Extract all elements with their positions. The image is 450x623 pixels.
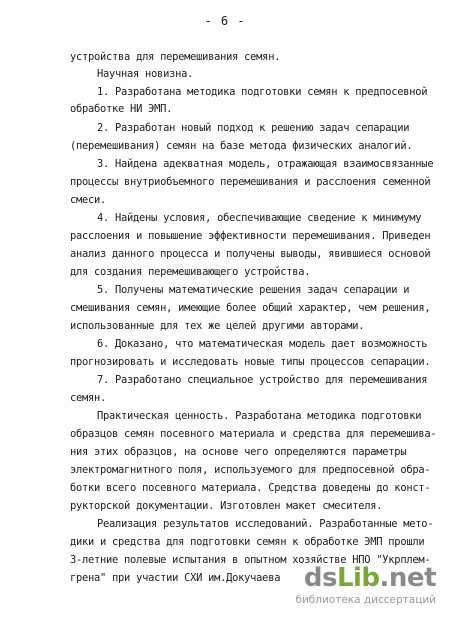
text-line: 6. Доказано, что математическая модель дает возможность xyxy=(97,338,428,350)
text-line: рукторской документации. Изготовлен макет смесителя. xyxy=(70,500,383,512)
section-heading: Реализация результатов исследований. Разработанные мето- xyxy=(97,518,434,530)
page-number: - 6 - xyxy=(204,14,246,28)
text-line: расслоения и повышение эффективности перемешивания. Приведен xyxy=(70,230,431,242)
text-line: смеси. xyxy=(70,194,107,206)
text-line: 2. Разработан новый подход к решению задач сепарации xyxy=(97,122,410,134)
text-line: 7. Разработано специальное устройство для перемешивания xyxy=(97,374,428,386)
watermark-caption: библиотека диссертаций xyxy=(295,594,436,606)
text-line: образцов семян посевного материала и средства для перемешива- xyxy=(70,428,437,440)
text-line: прогнозировать и исследовать новые типы процессов сепарации. xyxy=(70,356,431,368)
text-line: (перемешивания) семян на базе метода физических аналогий. xyxy=(70,140,413,152)
dslib-logo: dsLib.net xyxy=(303,563,436,593)
text-line: 3. Найдена адекватная модель, отражающая взаимосвязанные xyxy=(97,158,434,170)
text-line: использованные для тех же целей другими авторами. xyxy=(70,320,365,332)
text-line: устройства для перемешивания семян. xyxy=(70,51,281,63)
text-line: для создания перемешивающего устройства. xyxy=(70,266,311,278)
section-heading: Практическая ценность. Разработана методика подготовки xyxy=(97,410,422,422)
text-line: 3-летние полевые испытания в опытном хозяйстве НПО "Укрплем- xyxy=(70,554,431,566)
section-heading: Научная новизна. xyxy=(97,68,194,80)
text-line: грена" при участии СХИ им.Докучаева xyxy=(70,572,281,584)
text-line: 4. Найдены условия, обеспечивающие сведение к минимуму xyxy=(97,212,422,224)
text-line: электромагнитного поля, используемого для предпосевной обра- xyxy=(70,464,431,476)
text-line: процессы внутриобъемного перемешивания и расслоения семенной xyxy=(70,176,431,188)
text-line: семян. xyxy=(70,392,107,404)
text-line: обработке НИ ЭМП. xyxy=(70,103,173,115)
text-line: ния этих образцов, на основе чего определяются параметры xyxy=(70,446,407,458)
text-line: анализ данного процесса и получены выводы, явившиеся основой xyxy=(70,248,431,260)
text-line: 5. Получены математические решения задач сепарации и xyxy=(97,284,410,296)
text-line: смешивания семян, имеющие более общий характер, чем решения, xyxy=(70,302,431,314)
text-line: 1. Разработана методика подготовки семян к предпосевной xyxy=(97,86,428,98)
text-line: ботки всего посевного материала. Средства доведены до конст- xyxy=(70,482,431,494)
text-line: дики и средства для подготовки семян к обработке ЭМП прошли xyxy=(70,536,425,548)
watermark xyxy=(266,563,436,615)
